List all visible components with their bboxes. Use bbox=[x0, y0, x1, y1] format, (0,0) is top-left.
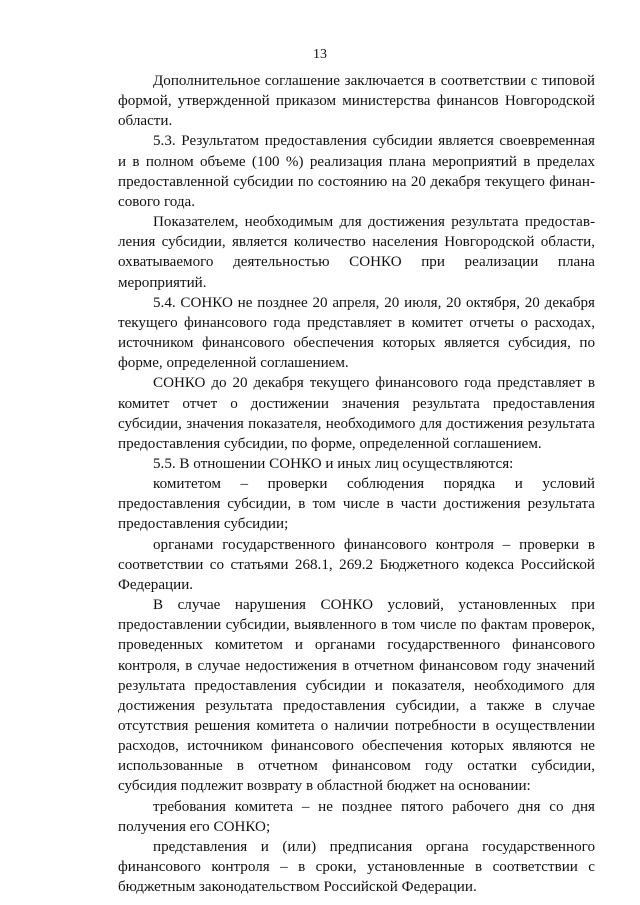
paragraph-control-order: представления и (или) предписания органа государственного финансового контроля – в сроки, установленные в соответствии с бюджетным законодательством Российской Федерации. bbox=[118, 838, 595, 896]
paragraph-indicator: Показателем, необходимым для достижения результата предоставления субсидии, является количество населения Новгородской области, охватываемого деятельностью СОНКО при реализации плана мероприятий. bbox=[118, 214, 595, 291]
paragraph-financial-control-checks: органами государственного финансового контроля – проверки в соответствии со статьями 268.1, 269.2 Бюджетного кодекса Российской Федерации. bbox=[118, 536, 595, 593]
document-body bbox=[118, 71, 595, 897]
paragraph-violation-refund: В случае нарушения СОНКО условий, установленных при предоставлении субсидии, выявленного в том числе по фактам проверок, проведенных комитетом и органами государственного финансового контроля, в случае недостижения в отчетном финансовом году значений результата предоставления субсидии и показателя, необходимого для достижения результата предоставления субсидии, а также в случае отсутствия решения комитета о наличии потребности в осуществлении расходов, источником финансового обеспечения которых являются не использованные в отчетном финансовом году остатки субсидии, субсидия подлежит возврату в областной бюджет на основании: bbox=[118, 597, 595, 795]
paragraph-5-4-reports: 5.4. СОНКО не позднее 20 апреля, 20 июля, 20 октября, 20 декабря текущего финансового года представляет в комитет отчеты о расходах, источником финансового обеспечения которых является субсидия, по форме, определенной соглашением. bbox=[118, 294, 595, 372]
paragraph-committee-checks: комитетом – проверки соблюдения порядка и условий предоставления субсидии, в том числе в части достижения результата предоставления субсидии; bbox=[118, 476, 595, 533]
paragraph-achievement-report: СОНКО до 20 декабря текущего финансового года представляет в комитет отчет о достижении значения результата предоставления субсидии, значения показателя, необходимого для достижения результата предоставления субсидии, по форме, определенной соглашением. bbox=[118, 375, 595, 452]
paragraph-supplementary-agreement: Дополнительное соглашение заключается в соответствии с типовой формой, утвержденной приказом министерства финансов Новгородской области. bbox=[118, 73, 595, 130]
paragraph-5-5-checks: 5.5. В отношении СОНКО и иных лиц осуществляются: bbox=[153, 455, 514, 472]
paragraph-committee-requirement: требования комитета – не позднее пятого рабочего дня со дня получения его СОНКО; bbox=[118, 798, 595, 835]
paragraph-5-3-result: 5.3. Результатом предоставления субсидии является своевременная и в полном объеме (100 %) реализация плана мероприятий в пределах предоставленной субсидии по состоянию на 20 декабря текущего финансового года. bbox=[118, 133, 595, 210]
page-number: 13 bbox=[313, 47, 327, 62]
